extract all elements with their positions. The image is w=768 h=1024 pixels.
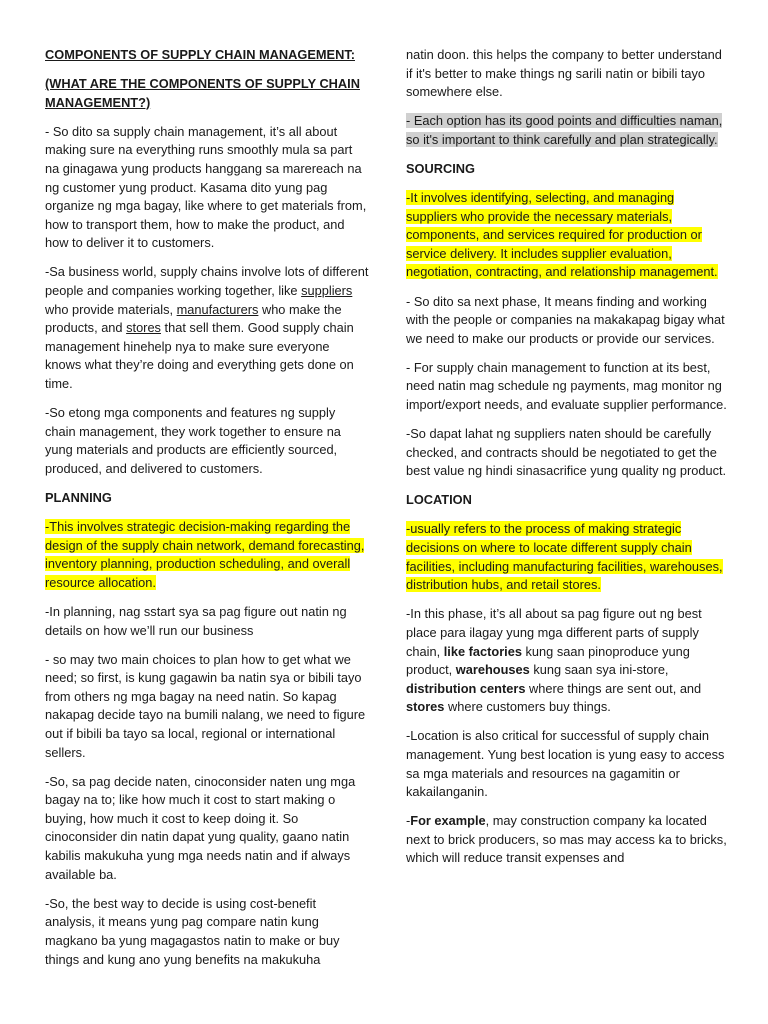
- planning-paragraph-2: - so may two main choices to plan how to get what we need; so first, is kung gagawin ba natin sya or bibili tayo from others ng mga bagay na need natin. So kapag nakapag decide tayo na bumili nalang, we need to figure out if bibili ba tayo sa local, regional or international sellers.: [45, 651, 366, 760]
- components-paragraph: -So etong mga components and features ng supply chain management, they work together to ensure na yung materials and products are efficiently sourced, produced, and delivered to customers.: [45, 405, 341, 476]
- distribution-centers-term: distribution centers: [406, 680, 526, 696]
- planning-paragraph-3: -So, sa pag decide naten, cinoconsider naten ung mga bagay na to; like how much it cost to start making o buying, how much it cost to keep doing it. So cinoconsider din natin dapat yung quality, gaano natin kabilis makukuha yung mga needs natin and if always available ba.: [45, 773, 356, 882]
- manufacturers-term: manufacturers: [176, 301, 259, 317]
- document-title: COMPONENTS OF SUPPLY CHAIN MANAGEMENT:: [45, 47, 355, 62]
- location-paragraph-1: -In this phase, it’s all about sa pag figure out ng best place para ilagay yung mga different parts of supply chain, like factories kung saan pinoproduce yung product, warehouses kung saan sya ini-store, distribution centers where things are sent out, and stores where customers buy things.: [406, 606, 702, 715]
- document-subtitle: (WHAT ARE THE COMPONENTS OF SUPPLY CHAIN MANAGEMENT?): [45, 76, 360, 110]
- location-paragraph-3: -For example, may construction company ka located next to brick producers, so mas may access ka to bricks, which will reduce transit expenses and: [406, 813, 727, 866]
- planning-heading: PLANNING: [45, 489, 112, 505]
- planning-definition: -This involves strategic decision-making regarding the design of the supply chain network, demand forecasting, inventory planning, production scheduling, and overall resource allocation.: [45, 519, 365, 590]
- intro-paragraph: - So dito sa supply chain management, it’s all about making sure na everything runs smoothly mula sa part na ginagawa yung products hanggang sa marereach na ng customer yung product. Kasama dito yung pag organize ng mga bagay, like where to get materials from, how to transport them, how to make the product, and how to deliver it to customers.: [45, 123, 367, 251]
- right-column: [406, 46, 728, 879]
- location-definition: -usually refers to the process of making strategic decisions on where to locate different supply chain facilities, including manufacturing facilities, warehouses, distribution hubs, and retail stores.: [406, 521, 723, 593]
- stores-term-bold: stores: [406, 699, 445, 715]
- sourcing-heading: SOURCING: [406, 160, 475, 176]
- for-example-term: For example: [410, 813, 486, 829]
- left-column: [45, 46, 369, 980]
- factories-term: like factories: [443, 643, 522, 659]
- warehouses-term: warehouses: [455, 662, 530, 678]
- planning-paragraph-4: -So, the best way to decide is using cost-benefit analysis, it means yung pag compare natin kung magkano ba yung magagastos natin to make or buy things and kung ano yung benefits na makukuha: [45, 895, 340, 967]
- suppliers-term: suppliers: [301, 283, 353, 299]
- stores-term: stores: [126, 320, 161, 336]
- business-world-paragraph: -Sa business world, supply chains involve lots of different people and companies working together, like suppliers who provide materials, manufacturers who make the products, and stores that sell them. Good supply chain management hinehelp nya to make sure everyone knows what they’re doing and everything gets done on time.: [45, 264, 369, 391]
- sourcing-paragraph-3: -So dapat lahat ng suppliers naten should be carefully checked, and contracts should be negotiated to get the best value ng hindi sinasacrifice yung quality ng product.: [406, 426, 727, 479]
- planning-paragraph-1: -In planning, nag sstart sya sa pag figure out natin ng details on how we’ll run our business: [45, 603, 347, 638]
- continuation-paragraph: natin doon. this helps the company to better understand if it's better to make things ng sarili natin or bibili tayo somewhere else.: [406, 47, 722, 100]
- location-paragraph-2: -Location is also critical for successful of supply chain management. Yung best location is yung easy to access sa mga materials and resources na gagamitin or kakailanganin.: [406, 728, 725, 800]
- options-paragraph: - Each option has its good points and difficulties naman, so it's important to think carefully and plan strategically.: [406, 113, 723, 147]
- location-heading: LOCATION: [406, 492, 472, 508]
- sourcing-definition: -It involves identifying, selecting, and managing suppliers who provide the necessary materials, components, and services required for production or service delivery. It includes supplier evaluation, negotiation, contracting, and relationship management.: [406, 190, 718, 280]
- sourcing-paragraph-2: - For supply chain management to function at its best, need natin mag schedule ng payments, mag monitor ng import/export needs, and evaluate supplier performance.: [406, 359, 727, 412]
- sourcing-paragraph-1: - So dito sa next phase, It means finding and working with the people or companies na makakapag bigay what we need to make our products or provide our services.: [406, 293, 725, 346]
